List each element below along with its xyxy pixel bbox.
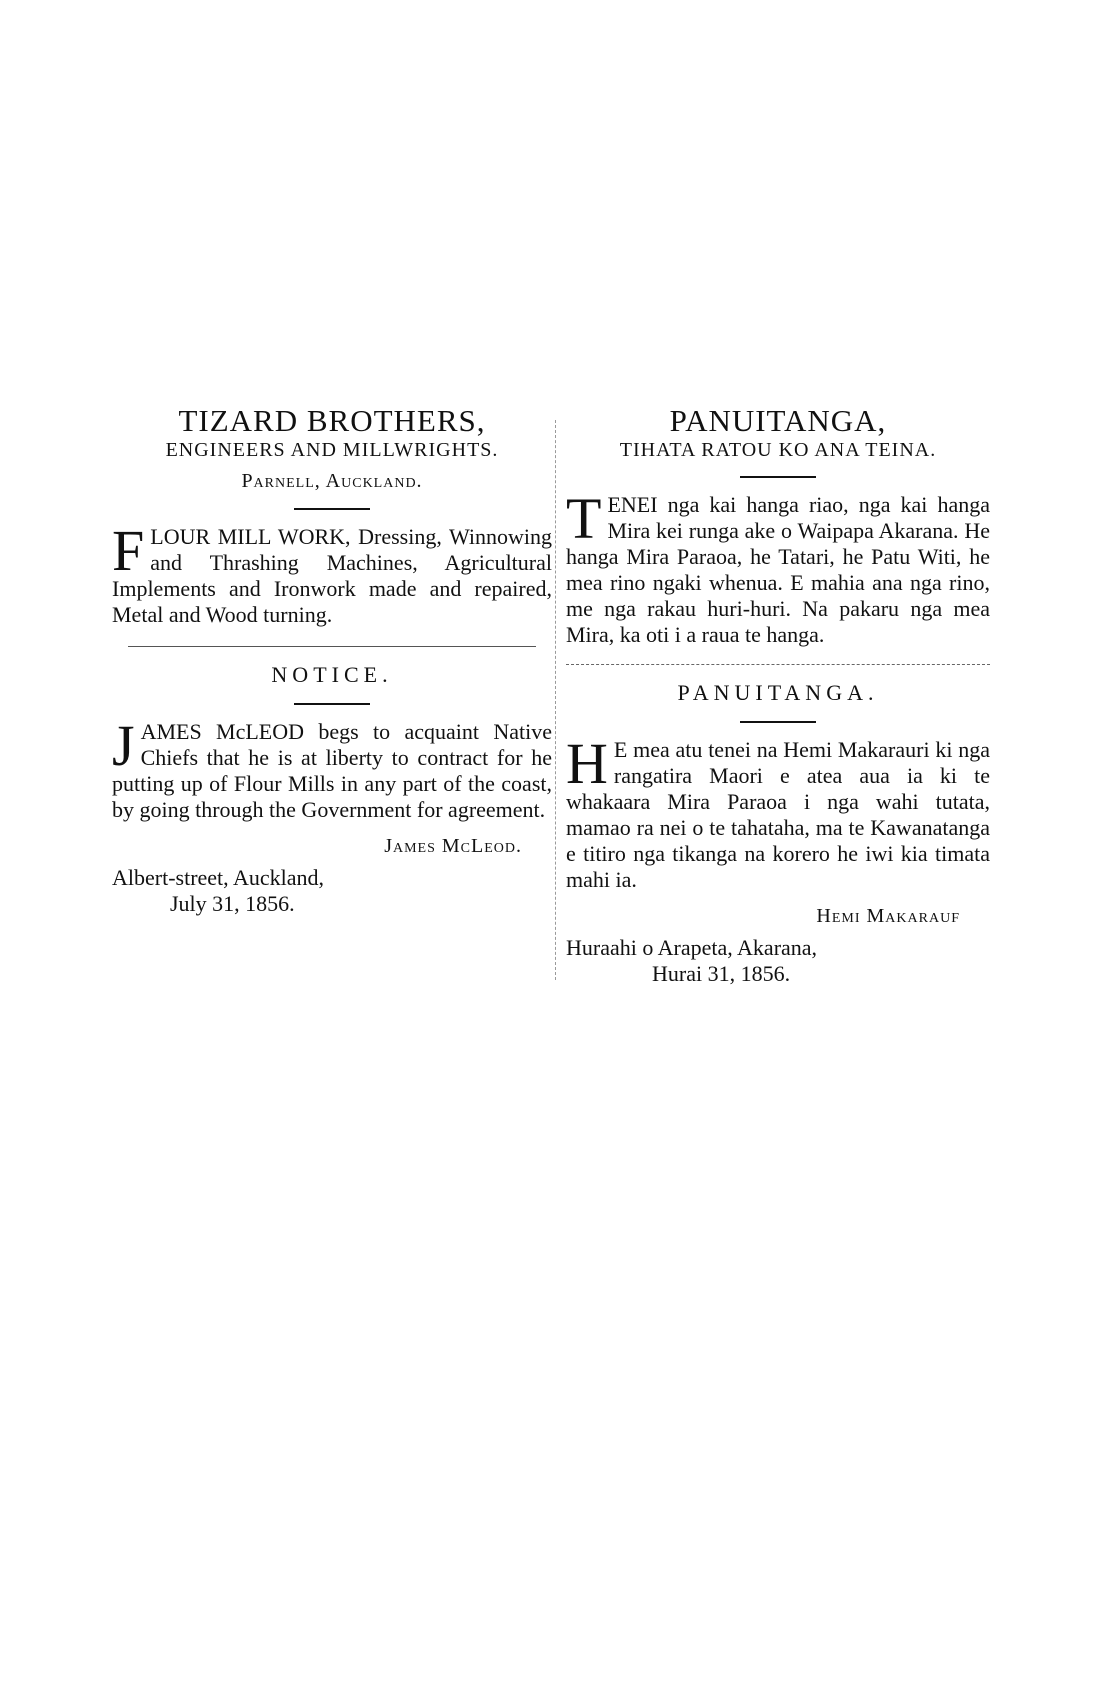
- notice-signature: James McLeod.: [384, 835, 522, 857]
- ad-title: PANUITANGA,: [669, 403, 887, 438]
- ad-body: [566, 486, 990, 648]
- ad-body: [112, 518, 552, 628]
- section-rule: [566, 664, 990, 665]
- ad-title: TIZARD BROTHERS,: [178, 403, 486, 438]
- notice-dropcap: J: [112, 713, 135, 778]
- notice-address: Albert-street, Auckland,: [112, 865, 324, 890]
- notice-address: Huraahi o Arapeta, Akarana,: [566, 935, 818, 960]
- column-divider: [555, 420, 556, 980]
- notice-body-text: E mea atu tenei na Hemi Makarauri ki nga rangatira Maori e atea aua ia ki te whakaara Mira Paraoa i nga wahi tutata, mamao ra nei o te tahataha, ma te Kawanatanga e titiro nga tikanga na korero he iwi kia timata mahi ia.: [566, 737, 990, 892]
- short-rule: [740, 721, 816, 723]
- notice-date: Hurai 31, 1856.: [652, 961, 791, 986]
- short-rule: [740, 476, 816, 478]
- notice-body-text: AMES McLEOD begs to acquaint Native Chiefs that he is at liberty to contract for he putting up of Flour Mills in any part of the coast, by going through the Government for agreement.: [112, 719, 552, 822]
- notice-date: July 31, 1856.: [170, 891, 295, 916]
- ad-body-text: ENEI nga kai hanga riao, nga kai hanga Mira kei runga ake o Waipapa Akarana. He hanga Mira Paraoa, he Tatari, he Patu Witi, he mea rino ngaki whenua. E mahia ana nga rino, me nga rakau huri-huri. Na pakaru nga mea Mira, ka oti i a raua te hanga.: [566, 492, 990, 647]
- notice-dropcap: H: [566, 731, 608, 796]
- section-rule: [128, 646, 536, 647]
- short-rule: [294, 703, 370, 705]
- ad-dropcap: T: [566, 486, 602, 551]
- ad-subtitle: TIHATA RATOU KO ANA TEINA.: [619, 439, 937, 461]
- notice-body: [112, 713, 552, 823]
- english-column: [112, 404, 552, 917]
- short-rule: [294, 508, 370, 510]
- maori-column: [566, 404, 990, 987]
- notice-heading: NOTICE.: [271, 662, 393, 687]
- notice-body: [566, 731, 990, 893]
- ad-dropcap: F: [112, 518, 145, 583]
- ad-place: Parnell, Auckland.: [241, 470, 423, 492]
- ad-subtitle: ENGINEERS AND MILLWRIGHTS.: [165, 439, 499, 461]
- ad-body-text: LOUR MILL WORK, Dressing, Winnowing and Thrashing Machines, Agricultural Implements and Ironwork made and repaired, Metal and Wood turning.: [112, 524, 552, 627]
- notice-signature: Hemi Makarauf: [816, 905, 960, 927]
- notice-heading: PANUITANGA.: [677, 680, 879, 705]
